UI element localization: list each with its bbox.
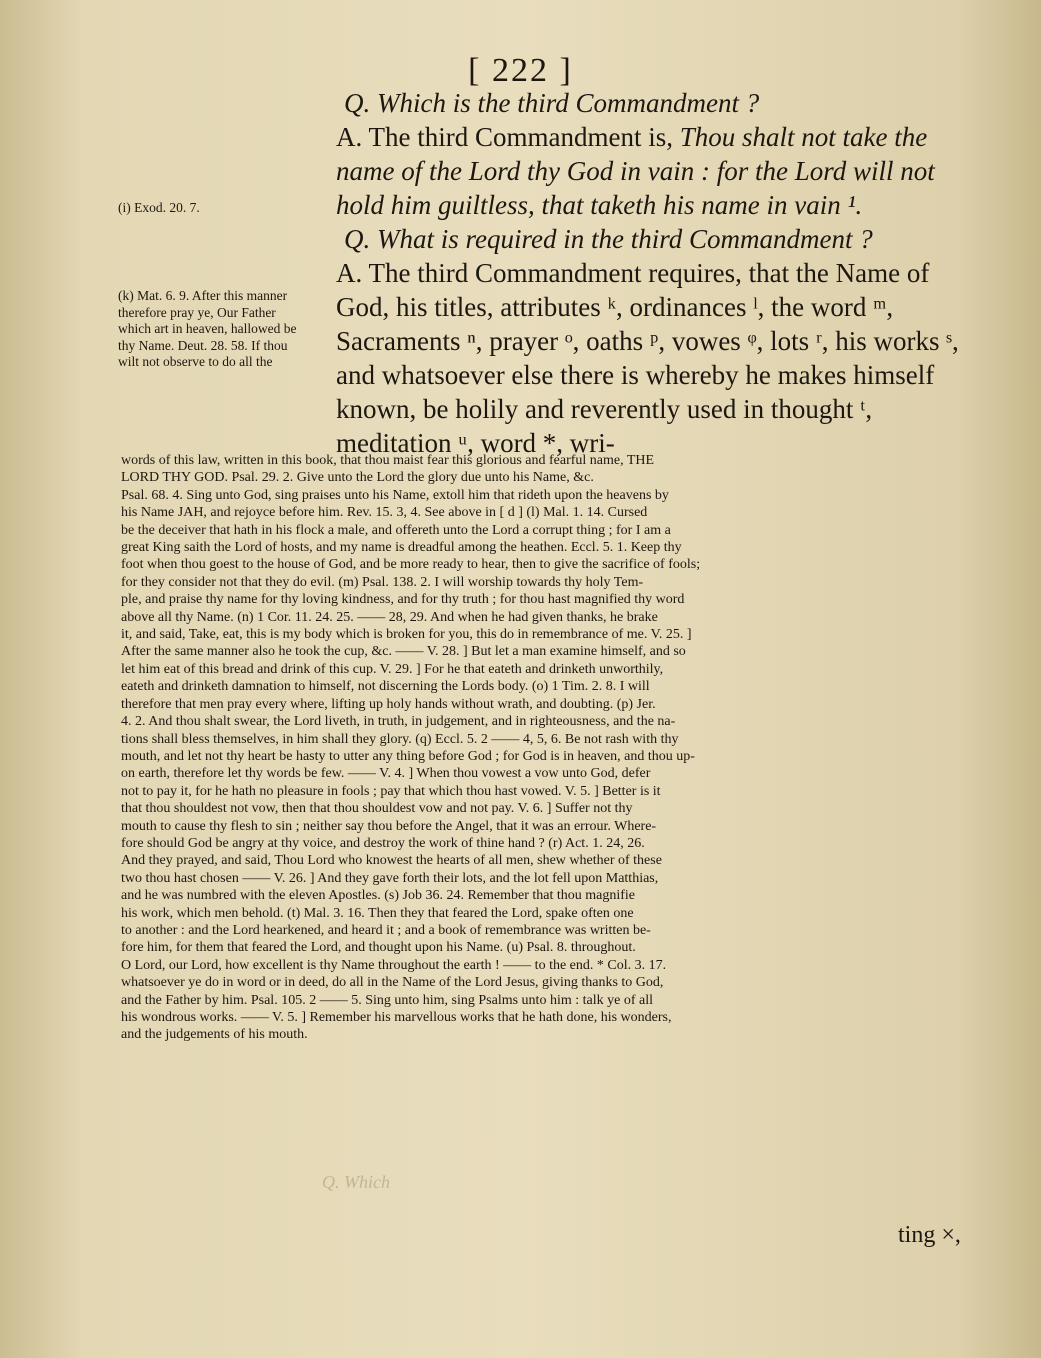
page-number: [ 222 ] [468, 52, 573, 89]
footnote-line: that thou shouldest not vow, then that thou shouldest vow and not pay. V. 6. ] Suffer not thy [121, 801, 633, 817]
margin-note-i: (i) Exod. 20. 7. [118, 200, 200, 215]
question-third-commandment: Q. Which is the third Commandment ? [344, 88, 760, 118]
footnote-line: fore should God be angry at thy voice, and destroy the work of thine hand ? (r) Act. 1. 24, 26. [121, 835, 645, 851]
answer-required: A. The third Commandment requires, that the Name of God, his titles, attributes ᵏ, ordinances ˡ, the word ᵐ, Sacraments ⁿ, prayer ᵒ, oaths ᵖ, vowes ᵠ, lots ʳ, his works ˢ, and whatsoever else there is whereby he makes himself known, be holily and reverently used in thought ᵗ, meditation ᵘ, word *, wri- [336, 258, 959, 458]
footnote-line: it, and said, Take, eat, this is my body which is broken for you, this do in remembrance of me. V. 25. ] [121, 627, 692, 643]
footnote-line: O Lord, our Lord, how excellent is thy Name throughout the earth ! —— to the end. * Col. 3. 17. [121, 957, 667, 973]
footnote-line: fore him, for them that feared the Lord, and thought upon his Name. (u) Psal. 8. throughout. [121, 940, 636, 956]
footnote-line: his work, which men behold. (t) Mal. 3. 16. Then they that feared the Lord, spake often one [121, 905, 634, 921]
footnote-line: And they prayed, and said, Thou Lord who knowest the hearts of all men, shew whether of these [121, 853, 662, 869]
footnote-line: be the deceiver that hath in his flock a male, and offereth unto the Lord a corrupt thing ; for I am a [121, 522, 671, 538]
footnote-line: LORD THY GOD. Psal. 29. 2. Give unto the Lord the glory due unto his Name, &c. [121, 470, 594, 486]
footnote-line: mouth to cause thy flesh to sin ; neither say thou before the Angel, that it was an errour. Where- [121, 818, 657, 834]
footnote-line: above all thy Name. (n) 1 Cor. 11. 24. 25. —— 28, 29. And when he had given thanks, he brake [121, 609, 658, 625]
show-through-text: Q. Which [322, 1172, 390, 1192]
question-required: Q. What is required in the third Commandment ? [344, 224, 873, 254]
footnote-line: whatsoever ye do in word or in deed, do all in the Name of the Lord Jesus, giving thanks to God, [121, 975, 664, 991]
footnote-line: Psal. 68. 4. Sing unto God, sing praises unto his Name, extoll him that rideth upon the heavens by [121, 487, 669, 503]
footnote-line: let him eat of this bread and drink of this cup. V. 29. ] For he that eateth and drinketh unworthily, [121, 661, 664, 677]
footnote-line: his Name JAH, and rejoyce before him. Rev. 15. 3, 4. See above in [ d ] (l) Mal. 1. 14. Cursed [121, 505, 648, 521]
footnote-line: and he was numbred with the eleven Apostles. (s) Job 36. 24. Remember that thou magnifie [121, 888, 636, 904]
footnotes-block [121, 452, 963, 1044]
footnote-line: words of this law, written in this book, that thou maist fear this glorious and fearful name, THE [121, 453, 655, 468]
margin-note-k: (k) Mat. 6. 9. After this manner therefore pray ye, Our Father which art in heaven, hallowed be thy Name. Deut. 28. 58. If thou wilt not observe to do all the [118, 288, 297, 369]
footnote-line: ple, and praise thy name for thy loving kindness, and for thy truth ; for thou hast magnified thy word [121, 592, 685, 608]
footnote-line: and the judgements of his mouth. [121, 1027, 308, 1043]
footnote-line: to another : and the Lord hearkened, and heard it ; and a book of remembrance was written be- [121, 922, 651, 938]
footnote-line: After the same manner also he took the cup, &c. —— V. 28. ] But let a man examine himself, and so [121, 644, 686, 660]
footnote-line: great King saith the Lord of hosts, and my name is dreadful among the heathen. Eccl. 5. 1. Keep thy [121, 540, 682, 556]
footnote-line: eateth and drinketh damnation to himself, not discerning the Lords body. (o) 1 Tim. 2. 8. I will [121, 679, 650, 695]
answer-scripture: Thou shalt not take the name of the Lord thy God in vain : for the Lord will not hold him guiltless, that taketh his name in vain ¹. [336, 122, 935, 220]
footnote-line: his wondrous works. —— V. 5. ] Remember his marvellous works that he hath done, his wonders, [121, 1010, 672, 1025]
footnote-line: foot when thou goest to the house of God, and be more ready to hear, then to give the sacrifice of fools; [121, 557, 701, 573]
footnote-line: not to pay it, for he hath no pleasure in fools ; pay that which thou hast vowed. V. 5. ] Better is it [121, 783, 661, 799]
footnote-line: tions shall bless themselves, in him shall they glory. (q) Eccl. 5. 2 —— 4, 5, 6. Be not rash with thy [121, 731, 679, 747]
footnote-line: mouth, and let not thy heart be hasty to utter any thing before God ; for God is in heaven, and thou up- [121, 748, 695, 764]
footnote-line: and the Father by him. Psal. 105. 2 —— 5. Sing unto him, sing Psalms unto him : talk ye of all [121, 992, 653, 1008]
footnote-line: therefore that men pray every where, lifting up holy hands without wrath, and doubting. (p) Jer. [121, 696, 656, 712]
answer-third-commandment [310, 120, 960, 222]
answer-lead: A. The third Commandment is, [336, 122, 673, 152]
footnote-line: 4. 2. And thou shalt swear, the Lord liveth, in truth, in judgement, and in righteousness, and the na- [121, 714, 676, 730]
footnote-line: for they consider not that they do evil. (m) Psal. 138. 2. I will worship towards thy holy Tem- [121, 574, 644, 590]
footnote-line: on earth, therefore let thy words be few. —— V. 4. ] When thou vowest a vow unto God, defer [121, 766, 651, 782]
footnote-line: two thou hast chosen —— V. 26. ] And they gave forth their lots, and the lot fell upon Matthias, [121, 870, 659, 886]
catchword: ting ×, [898, 1222, 961, 1248]
catechism-main-text [310, 86, 960, 460]
